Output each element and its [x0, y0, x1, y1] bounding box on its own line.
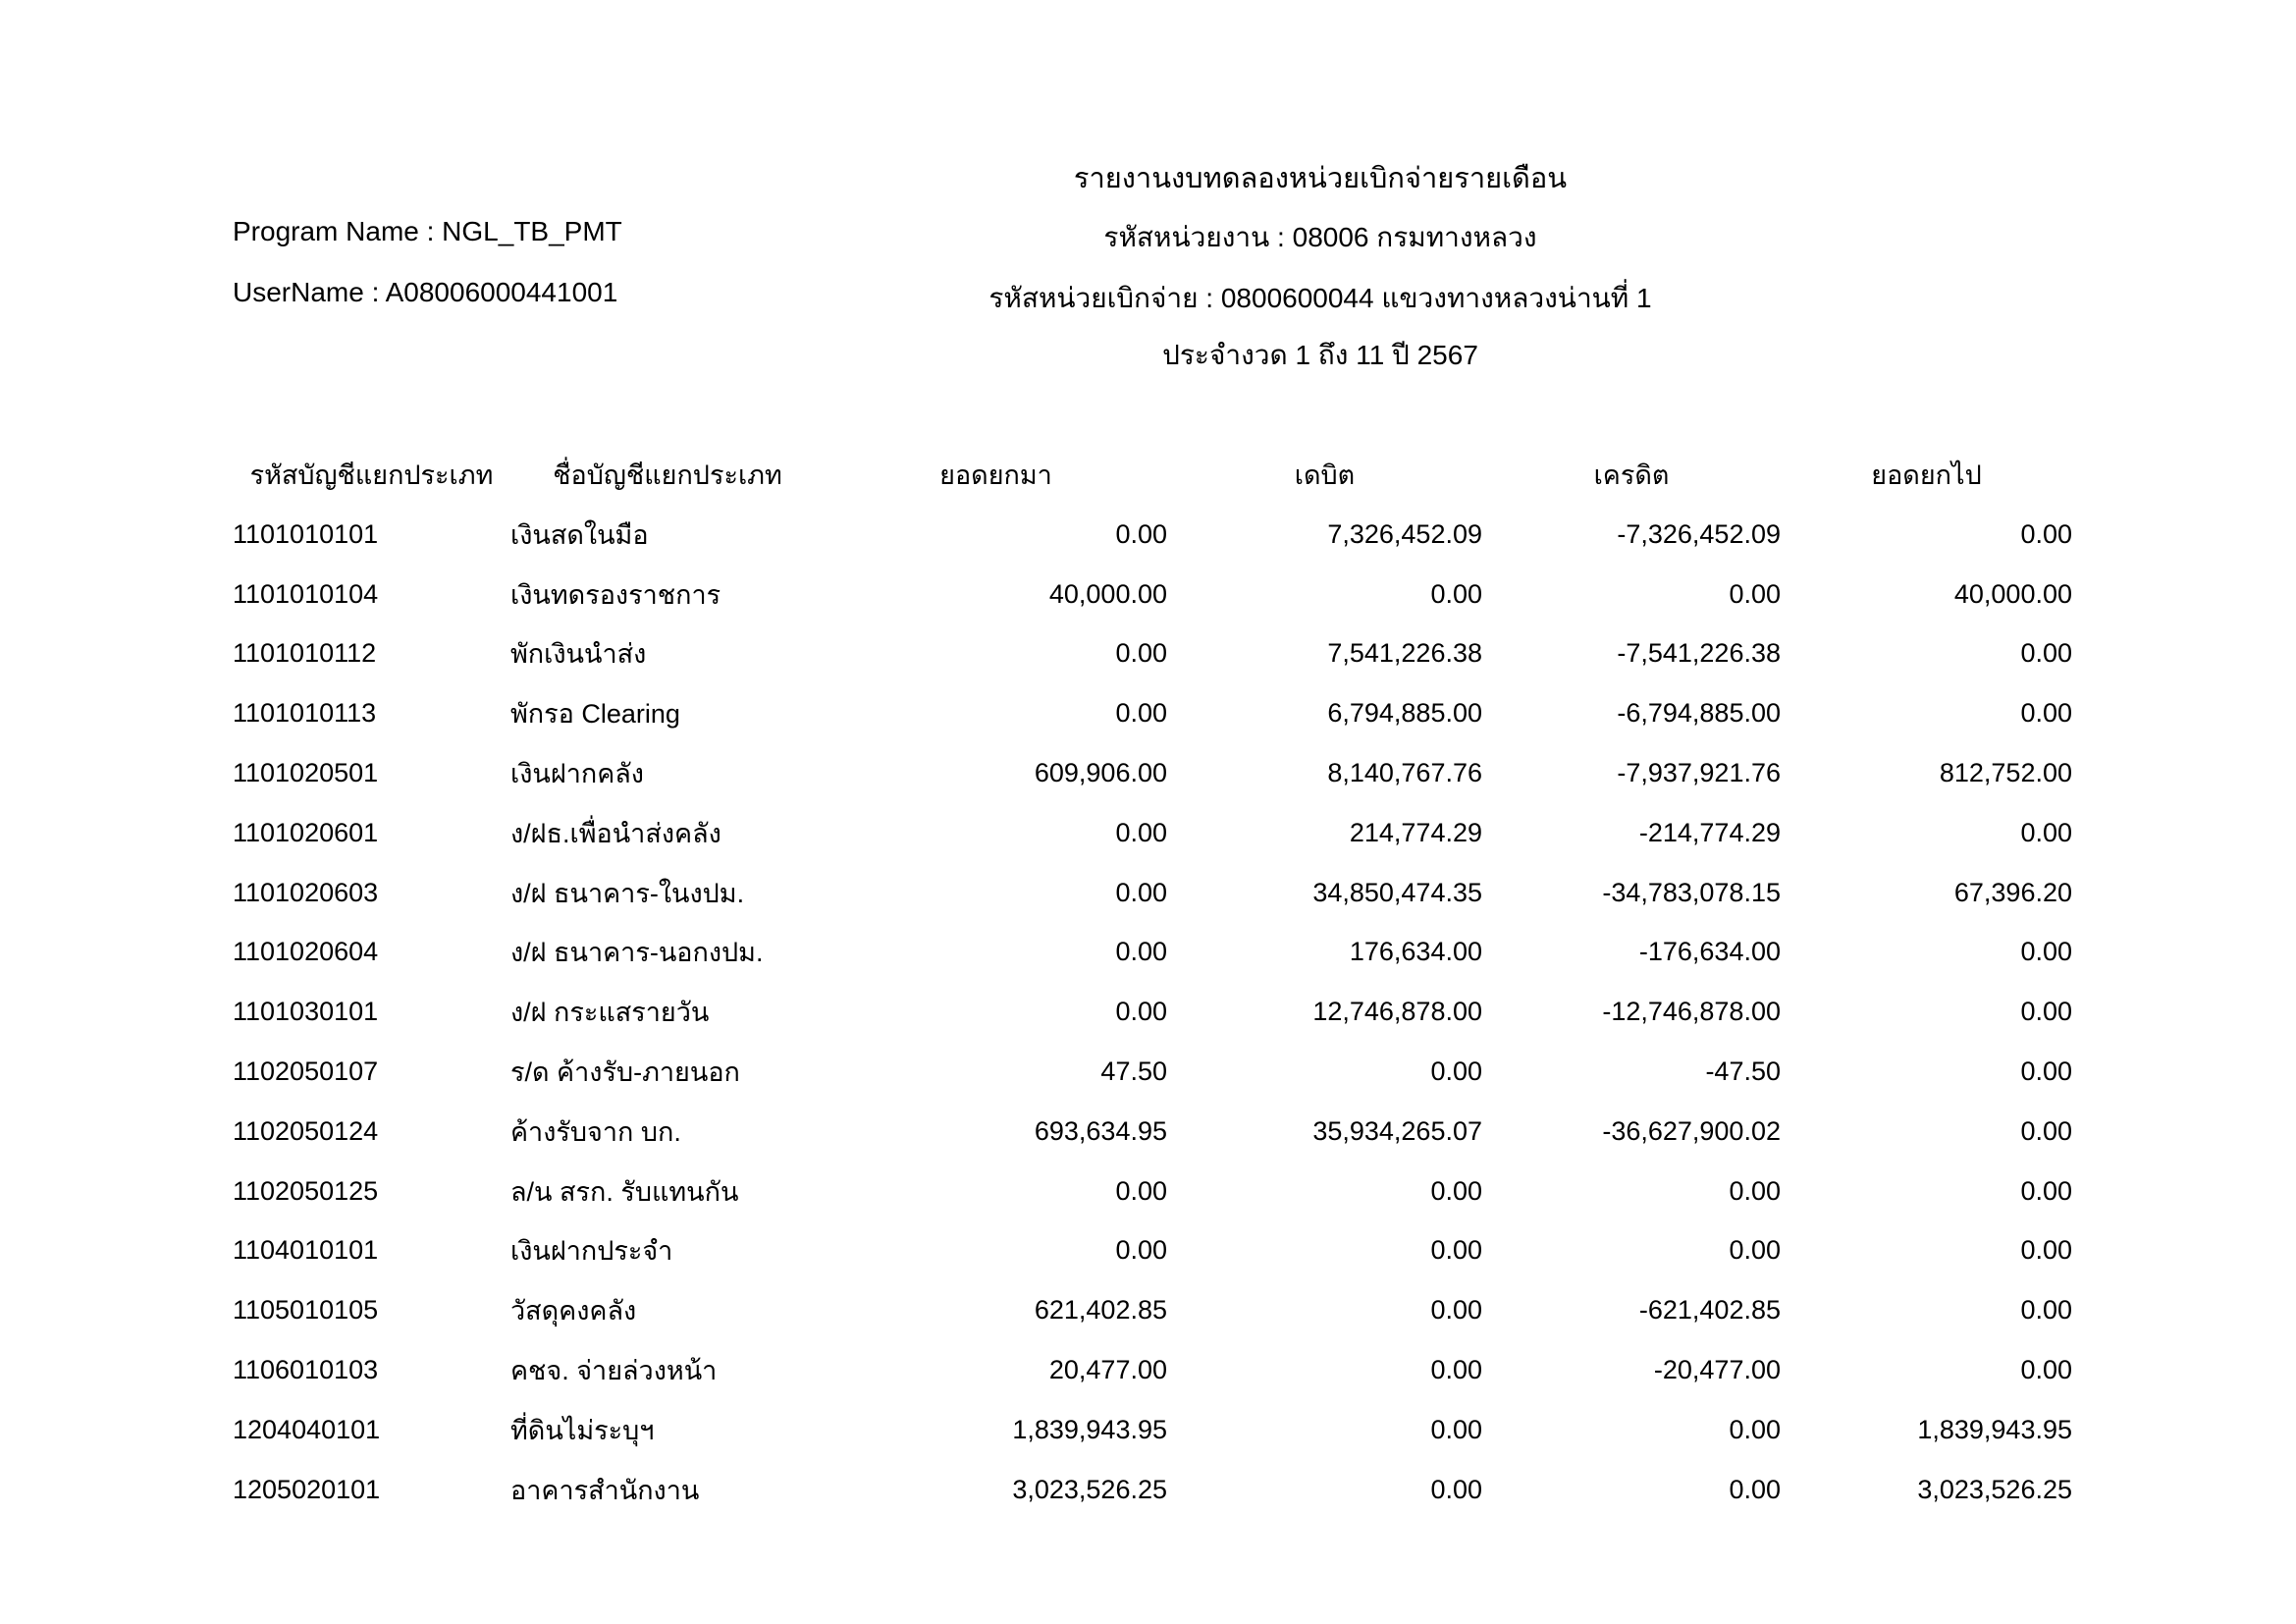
- carried-forward-cell: 0.00: [2020, 1056, 2072, 1087]
- carried-forward-cell: 0.00: [2020, 937, 2072, 967]
- account-name-cell: ง/ฝ ธนาคาร-นอกงปม.: [510, 938, 764, 968]
- table-row: [0, 1340, 2296, 1400]
- disbursement-unit-line: รหัสหน่วยเบิกจ่าย : 0800600044 แขวงทางหลวงน่านที่ 1: [988, 283, 1652, 313]
- debit-cell: 35,934,265.07: [1312, 1115, 1482, 1146]
- credit-cell: -47.50: [1705, 1056, 1781, 1087]
- column-header-carried-forward: ยอดยกไป: [1871, 460, 1982, 490]
- account-code-cell: 1102050124: [233, 1115, 379, 1146]
- debit-cell: 0.00: [1430, 1355, 1482, 1385]
- carried-forward-cell: 0.00: [2020, 1355, 2072, 1385]
- table-row: [0, 1102, 2296, 1162]
- table-row: [0, 1280, 2296, 1340]
- credit-cell: 0.00: [1729, 1414, 1781, 1444]
- account-name-cell: เงินสดในมือ: [510, 519, 649, 550]
- account-name-cell: อาคารสำนักงาน: [510, 1475, 700, 1505]
- credit-cell: -20,477.00: [1653, 1355, 1781, 1385]
- brought-forward-cell: 0.00: [1115, 877, 1167, 907]
- report-title: รายงานงบทดลองหน่วยเบิกจ่ายรายเดือน: [1073, 163, 1568, 194]
- table-row: [0, 565, 2296, 624]
- account-code-cell: 1101010113: [233, 698, 377, 729]
- carried-forward-cell: 0.00: [2020, 638, 2072, 669]
- agency-code-line: รหัสหน่วยงาน : 08006 กรมทางหลวง: [1103, 222, 1537, 252]
- account-code-cell: 1102050125: [233, 1175, 379, 1206]
- account-code-cell: 1101020501: [233, 758, 379, 788]
- carried-forward-cell: 0.00: [2020, 1115, 2072, 1146]
- debit-cell: 6,794,885.00: [1327, 698, 1482, 729]
- debit-cell: 7,326,452.09: [1327, 518, 1482, 549]
- column-header-account-name: ชื่อบัญชีแยกประเภท: [553, 460, 782, 490]
- account-code-cell: 1101020601: [233, 817, 379, 847]
- column-header-debit: เดบิต: [1294, 460, 1356, 490]
- brought-forward-cell: 0.00: [1115, 817, 1167, 847]
- account-name-cell: ง/ฝ กระแสรายวัน: [510, 998, 710, 1028]
- account-code-cell: 1101010101: [233, 518, 379, 549]
- account-name-cell: เงินฝากประจำ: [510, 1236, 673, 1267]
- table-row: [0, 1400, 2296, 1460]
- account-code-cell: 1101020603: [233, 877, 379, 907]
- account-name-cell: วัสดุคงคลัง: [510, 1296, 637, 1326]
- account-code-cell: 1101020604: [233, 937, 379, 967]
- carried-forward-cell: 67,396.20: [1953, 877, 2072, 907]
- account-name-cell: คชจ. จ่ายล่วงหน้า: [510, 1356, 718, 1386]
- brought-forward-cell: 0.00: [1115, 997, 1167, 1027]
- account-name-cell: พักรอ Clearing: [510, 699, 680, 730]
- credit-cell: -12,746,878.00: [1602, 997, 1781, 1027]
- credit-cell: -621,402.85: [1638, 1295, 1781, 1326]
- carried-forward-cell: 0.00: [2020, 997, 2072, 1027]
- debit-cell: 8,140,767.76: [1327, 758, 1482, 788]
- account-name-cell: ง/ฝ ธนาคาร-ในงปม.: [510, 878, 745, 908]
- account-name-cell: พักเงินนำส่ง: [510, 639, 647, 670]
- table-row: [0, 1162, 2296, 1221]
- brought-forward-cell: 0.00: [1115, 518, 1167, 549]
- brought-forward-cell: 47.50: [1100, 1056, 1167, 1087]
- debit-cell: 12,746,878.00: [1312, 997, 1482, 1027]
- username: UserName : A08006000441001: [233, 277, 618, 307]
- debit-cell: 0.00: [1430, 1474, 1482, 1504]
- credit-cell: -34,783,078.15: [1602, 877, 1781, 907]
- table-row: [0, 1221, 2296, 1281]
- brought-forward-cell: 693,634.95: [1034, 1115, 1167, 1146]
- credit-cell: -36,627,900.02: [1602, 1115, 1781, 1146]
- account-code-cell: 1105010105: [233, 1295, 379, 1326]
- column-header-account-code: รหัสบัญชีแยกประเภท: [249, 460, 494, 490]
- table-row: [0, 683, 2296, 743]
- carried-forward-cell: 0.00: [2020, 1295, 2072, 1326]
- carried-forward-cell: 0.00: [2020, 1235, 2072, 1266]
- carried-forward-cell: 0.00: [2020, 817, 2072, 847]
- account-code-cell: 1204040101: [233, 1414, 381, 1444]
- brought-forward-cell: 0.00: [1115, 1235, 1167, 1266]
- carried-forward-cell: 40,000.00: [1953, 578, 2072, 609]
- table-row: [0, 1460, 2296, 1520]
- credit-cell: 0.00: [1729, 1175, 1781, 1206]
- table-row: [0, 624, 2296, 684]
- account-name-cell: ง/ฝธ.เพื่อนำส่งคลัง: [510, 818, 721, 848]
- carried-forward-cell: 0.00: [2020, 518, 2072, 549]
- account-name-cell: ร/ด ค้างรับ-ภายนอก: [510, 1057, 740, 1088]
- carried-forward-cell: 0.00: [2020, 1175, 2072, 1206]
- debit-cell: 7,541,226.38: [1327, 638, 1482, 669]
- account-code-cell: 1205020101: [233, 1474, 381, 1504]
- carried-forward-cell: 3,023,526.25: [1917, 1474, 2072, 1504]
- brought-forward-cell: 0.00: [1115, 937, 1167, 967]
- credit-cell: -6,794,885.00: [1617, 698, 1781, 729]
- carried-forward-cell: 812,752.00: [1939, 758, 2072, 788]
- credit-cell: -7,326,452.09: [1617, 518, 1781, 549]
- brought-forward-cell: 40,000.00: [1048, 578, 1167, 609]
- carried-forward-cell: 0.00: [2020, 698, 2072, 729]
- debit-cell: 0.00: [1430, 1235, 1482, 1266]
- debit-cell: 34,850,474.35: [1312, 877, 1482, 907]
- table-rows: [0, 505, 2296, 1520]
- table-row: [0, 743, 2296, 803]
- credit-cell: 0.00: [1729, 578, 1781, 609]
- brought-forward-cell: 609,906.00: [1034, 758, 1167, 788]
- period-line: ประจำงวด 1 ถึง 11 ปี 2567: [1162, 340, 1478, 370]
- credit-cell: -214,774.29: [1638, 817, 1781, 847]
- brought-forward-cell: 0.00: [1115, 698, 1167, 729]
- table-row: [0, 923, 2296, 983]
- column-header-credit: เครดิต: [1593, 460, 1670, 490]
- account-name-cell: ที่ดินไม่ระบุฯ: [510, 1415, 655, 1445]
- brought-forward-cell: 1,839,943.95: [1012, 1414, 1167, 1444]
- brought-forward-cell: 621,402.85: [1034, 1295, 1167, 1326]
- brought-forward-cell: 0.00: [1115, 1175, 1167, 1206]
- debit-cell: 0.00: [1430, 1295, 1482, 1326]
- account-name-cell: ล/น สรก. รับแทนกัน: [510, 1176, 739, 1207]
- column-header-brought-forward: ยอดยกมา: [939, 460, 1052, 490]
- table-row: [0, 1042, 2296, 1102]
- account-code-cell: 1101010112: [233, 638, 377, 669]
- brought-forward-cell: 0.00: [1115, 638, 1167, 669]
- program-name: Program Name : NGL_TB_PMT: [233, 216, 622, 246]
- account-code-cell: 1106010103: [233, 1355, 379, 1385]
- account-code-cell: 1102050107: [233, 1056, 379, 1087]
- table-row: [0, 803, 2296, 863]
- credit-cell: -7,937,921.76: [1617, 758, 1781, 788]
- carried-forward-cell: 1,839,943.95: [1917, 1414, 2072, 1444]
- table-row: [0, 982, 2296, 1042]
- credit-cell: 0.00: [1729, 1474, 1781, 1504]
- credit-cell: -176,634.00: [1638, 937, 1781, 967]
- debit-cell: 0.00: [1430, 1056, 1482, 1087]
- account-code-cell: 1101010104: [233, 578, 379, 609]
- debit-cell: 176,634.00: [1349, 937, 1482, 967]
- brought-forward-cell: 20,477.00: [1048, 1355, 1167, 1385]
- brought-forward-cell: 3,023,526.25: [1012, 1474, 1167, 1504]
- table-row: [0, 863, 2296, 923]
- account-code-cell: 1104010101: [233, 1235, 379, 1266]
- debit-cell: 0.00: [1430, 1175, 1482, 1206]
- credit-cell: -7,541,226.38: [1617, 638, 1781, 669]
- table-row: [0, 505, 2296, 565]
- account-name-cell: เงินฝากคลัง: [510, 759, 644, 789]
- account-name-cell: เงินทดรองราชการ: [510, 579, 721, 610]
- trial-balance-table: [0, 444, 2296, 1520]
- debit-cell: 214,774.29: [1349, 817, 1482, 847]
- credit-cell: 0.00: [1729, 1235, 1781, 1266]
- debit-cell: 0.00: [1430, 578, 1482, 609]
- table-header-row: [0, 444, 2296, 505]
- account-name-cell: ค้างรับจาก บก.: [510, 1116, 681, 1147]
- account-code-cell: 1101030101: [233, 997, 379, 1027]
- debit-cell: 0.00: [1430, 1414, 1482, 1444]
